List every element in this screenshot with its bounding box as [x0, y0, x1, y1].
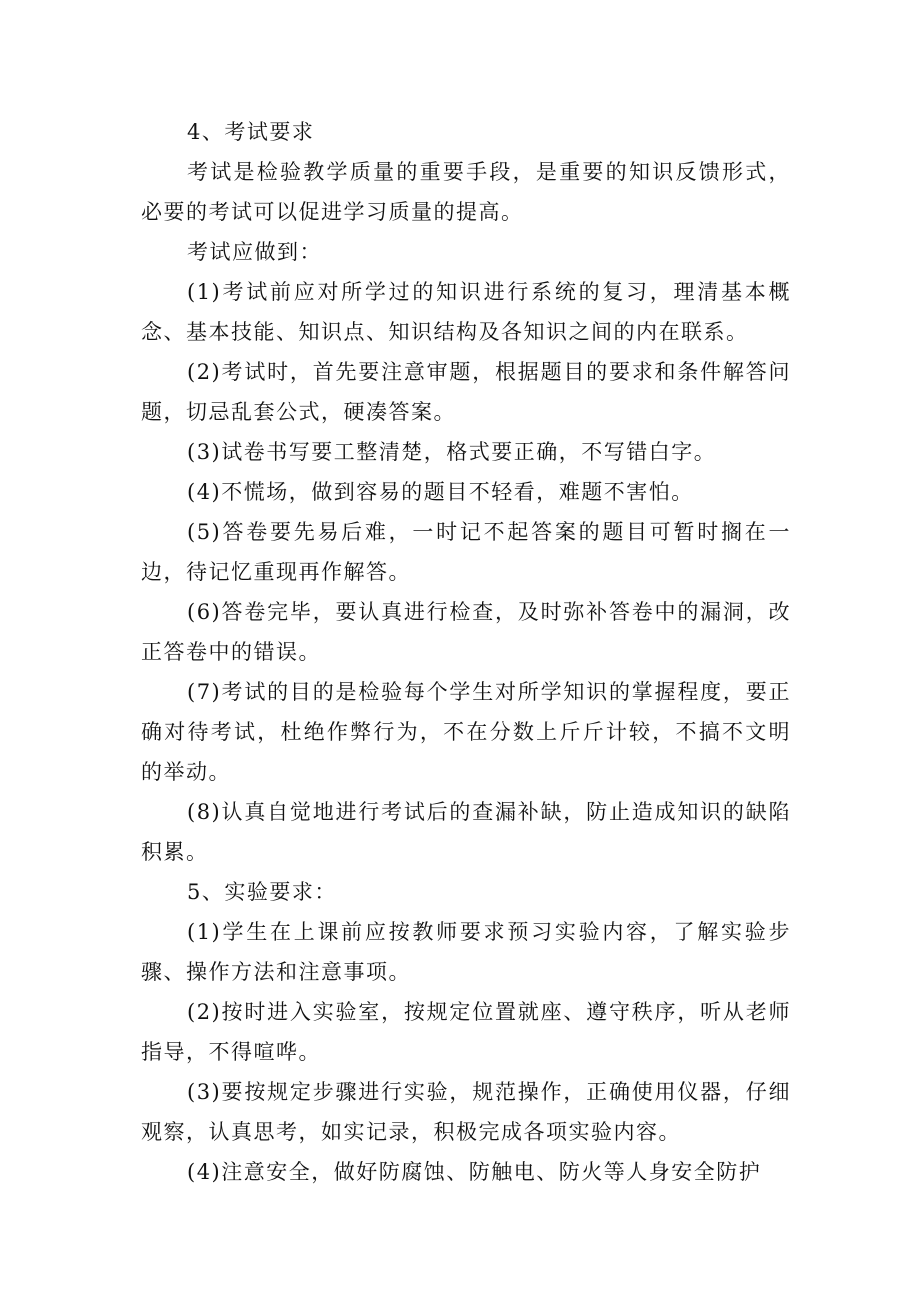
- exam-item-7: (7)考试的目的是检验每个学生对所学知识的掌握程度，要正确对待考试，杜绝作弊行为，不在分数上斤斤计较，不搞不文明的举动。: [141, 680, 791, 784]
- section-heading-lab: 5、实验要求：: [187, 880, 337, 904]
- section-heading-exam: 4、考试要求: [187, 120, 315, 144]
- exam-item-8: (8)认真自觉地进行考试后的查漏补缺，防止造成知识的缺陷积累。: [141, 800, 791, 864]
- lab-item-2: (2)按时进入实验室，按规定位置就座、遵守秩序，听从老师指导，不得喧哗。: [141, 1000, 791, 1064]
- exam-item-2: (2)考试时，首先要注意审题，根据题目的要求和条件解答问题，切忌乱套公式，硬凑答案。: [141, 360, 791, 424]
- lab-item-3: (3)要按规定步骤进行实验，规范操作，正确使用仪器，仔细观察，认真思考，如实记录，积极完成各项实验内容。: [141, 1080, 791, 1144]
- lab-item-4: (4)注意安全，做好防腐蚀、防触电、防火等人身安全防护: [187, 1160, 762, 1184]
- document-body: [141, 112, 791, 1192]
- lab-item-1: (1)学生在上课前应按教师要求预习实验内容，了解实验步骤、操作方法和注意事项。: [141, 920, 791, 984]
- exam-item-5: (5)答卷要先易后难，一时记不起答案的题目可暂时搁在一边，待记忆重现再作解答。: [141, 520, 791, 584]
- exam-item-1: (1)考试前应对所学过的知识进行系统的复习，理清基本概念、基本技能、知识点、知识结构及各知识之间的内在联系。: [141, 280, 791, 344]
- exam-item-6: (6)答卷完毕，要认真进行检查，及时弥补答卷中的漏洞，改正答卷中的错误。: [141, 600, 791, 664]
- exam-item-3: (3)试卷书写要工整清楚，格式要正确，不写错白字。: [187, 440, 717, 464]
- paragraph-exam-lead: 考试应做到：: [187, 240, 322, 264]
- paragraph-exam-intro: 考试是检验教学质量的重要手段，是重要的知识反馈形式，必要的考试可以促进学习质量的提高。: [141, 160, 791, 224]
- exam-item-4: (4)不慌场，做到容易的题目不轻看，难题不害怕。: [187, 480, 694, 504]
